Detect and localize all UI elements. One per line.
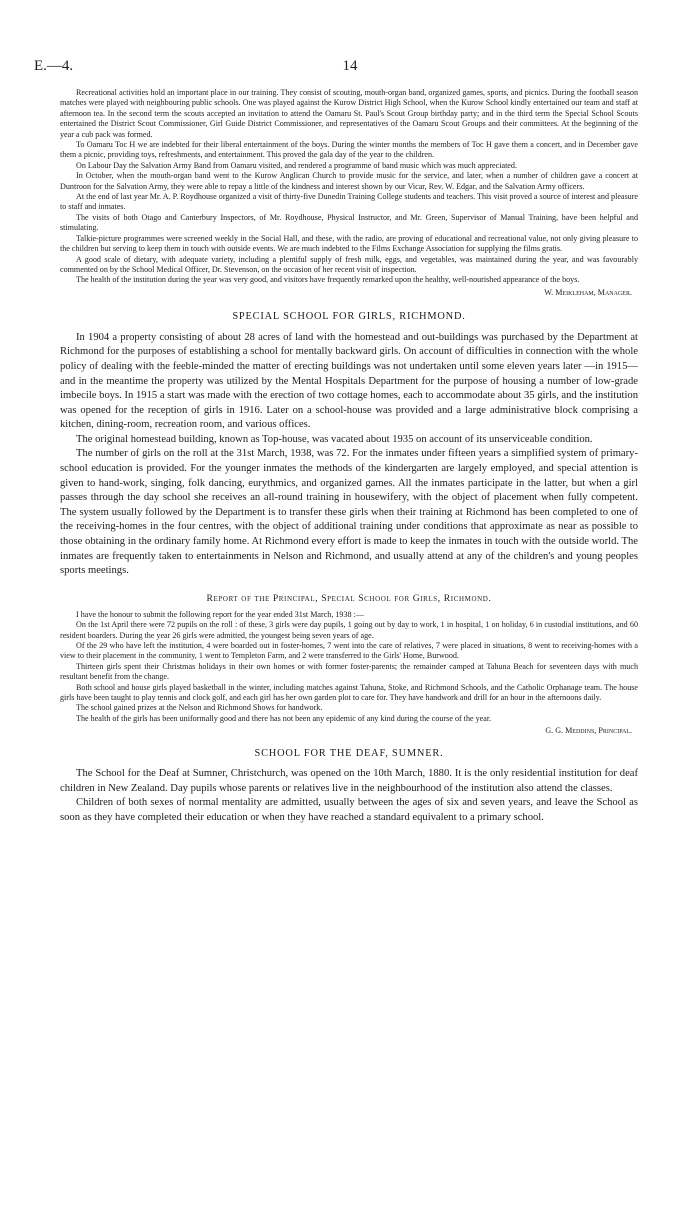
paragraph: On Labour Day the Salvation Army Band from Oamaru visited, and rendered a programme of band music which was much appreciated. bbox=[76, 160, 517, 170]
paragraph: I have the honour to submit the following report for the year ended 31st March, 1938 :— bbox=[76, 609, 364, 619]
paragraph: On the 1st April there were 72 pupils on the roll : of these, 3 girls were day pupils, 1 going out by day to work, 1 in hospital, 1 on holiday, 6 in custodial institutions, and 60 resident boarders. During the year 26 girls were admitted, the youngest being seven years of age. bbox=[60, 620, 638, 640]
paragraph: The school gained prizes at the Nelson and Richmond Shows for handwork. bbox=[76, 703, 323, 713]
paragraph: In 1904 a property consisting of about 28 acres of land with the homestead and out-buildings was purchased by the Department at Richmond for the purposes of establishing a school for mentally backward girls. On account of difficulties in connection with the whole policy of dealing with the feeble-minded the matter of erecting buildings was not undertaken until some eleven years later —in 1915—and in the meantime the property was utilized by the Mental Hospitals Department for the purpose of housing a number of low-grade imbecile boys. In 1915 a start was made with the erection of two cottage homes, each to accommodate about 35 girls, and the institution was opened for the reception of girls in 1916. Later on a school-house was provided and a large administrative block comprising a kitchen, dining-room, recreation room, and various offices. bbox=[60, 331, 638, 431]
deaf-school-description bbox=[60, 767, 638, 825]
document-reference: E.—4. bbox=[34, 58, 74, 74]
boys-school-report-continued bbox=[60, 88, 638, 298]
paragraph: Thirteen girls spent their Christmas holidays in their own homes or with former foster-parents; the remainder camped at Tahuna Beach for seventeen days with much resultant benefit from the change. bbox=[60, 661, 638, 682]
paragraph: Both school and house girls played basketball in the winter, including matches against Tahuna, Stoke, and Richmond Schools, and the Catholic Orphanage team. The house girls have been taught to play tennis and clock golf, and each girl has her own garden plot to care for. They have handwork and drill for an hour in the afternoons daily. bbox=[60, 682, 638, 703]
paragraph: A good scale of dietary, with adequate variety, including a plentiful supply of fresh milk, eggs, and vegetables, was maintained during the year, and was favourably commented on by the School Medical Officer, Dr. Stevenson, on the occasion of her recent visit of inspection. bbox=[60, 254, 638, 274]
paragraph: Talkie-picture programmes were screened weekly in the Social Hall, and these, with the radio, are proving of educational and recreational value, not only giving pleasure to the children but serving to keep them in touch with outside events. We are much indebted to the Films Exchange Association for supplying the films gratis. bbox=[60, 233, 638, 254]
page-body bbox=[60, 88, 638, 826]
section-heading-deaf-school: SCHOOL FOR THE DEAF, SUMNER. bbox=[254, 748, 444, 760]
section-heading-girls-school: SPECIAL SCHOOL FOR GIRLS, RICHMOND. bbox=[232, 310, 466, 322]
section-heading-principal-report: Report of the Principal, Special School for Girls, Richmond. bbox=[206, 592, 492, 604]
page-header bbox=[0, 58, 700, 78]
paragraph: The number of girls on the roll at the 31st March, 1938, was 72. For the inmates under fifteen years a simplified system of primary-school education is provided. For the younger inmates the methods of the kindergarten are largely employed, and special attention is given to hand-work, singing, folk dancing, eurythmics, and organized games. All the inmates participate in the latter, but when a girl passes through the day school she receives an all-round training in housewifery, with the object of placement when fully competent. The system usually followed by the Department is to transfer these girls when their training at Richmond has been completed to one of the receiving-homes in the four centres, with the object of additional training under conditions that approximate as near as possible to those obtaining in the ordinary family home. At Richmond every effort is made to keep the inmates in touch with the outside world. The inmates are frequently taken to entertainments in Nelson and Richmond, and usually attend at any of the children's and young peoples sports meetings. bbox=[60, 448, 638, 577]
paragraph: Of the 29 who have left the institution, 4 were boarded out in foster-homes, 7 went into the care of relatives, 7 were placed in situations, 8 went to receiving-homes with a view to their placement in the community, 1 went to Templeton Farm, and 2 were transferred to the Girls' Home, Burwood. bbox=[60, 641, 638, 661]
paragraph: The original homestead building, known as Top-house, was vacated about 1935 on account of its unserviceable condition. bbox=[76, 433, 593, 445]
paragraph: The health of the institution during the year was very good, and visitors have frequently remarked upon the healthy, well-nourished appearance of the boys. bbox=[76, 275, 580, 285]
paragraph: The health of the girls has been uniformally good and there has not been any epidemic of any kind during the course of the year. bbox=[76, 713, 492, 723]
paragraph: In October, when the mouth-organ band went to the Kurow Anglican Church to provide music for the service, and later, when a number of children gave a concert at Duntroon for the Salvation Army, they were able to repay a little of the kindness and interest shown by our Vicar, Rev. W. Edgar, and the Salvation Army officers. bbox=[60, 171, 638, 191]
principal-report bbox=[60, 610, 638, 736]
paragraph: Recreational activities hold an important place in our training. They consist of scouting, mouth-organ band, organized games, sports, and picnics. During the football season matches were played with neighbouring public schools. One was played against the Kurow District High School, when the Kurow School kindly entertained our team and staff at afternoon tea. In the second term the scouts accepted an invitation to attend the Oamaru St. Paul's Scout Group birthday party; and in the third term the Special School Scouts entertained the District Scout Commissioner, Girl Guide District Commissioner, and representatives of the Oamaru Scout Groups and their committees. At the beginning of the year a cub pack was formed. bbox=[60, 88, 638, 139]
paragraph: At the end of last year Mr. A. P. Roydhouse organized a visit of thirty-five Dunedin Training College students and teachers. This visit proved a source of interest and pleasure to staff and inmates. bbox=[60, 192, 638, 212]
page-number: 14 bbox=[342, 58, 358, 74]
paragraph: To Oamaru Toc H we are indebted for their liberal entertainment of the boys. During the winter months the members of Toc H gave them a concert, and in December gave them a picnic, providing toys, refreshments, and entertainment. This proved the gala day of the year to the children. bbox=[60, 140, 638, 160]
paragraph: The visits of both Otago and Canterbury Inspectors, of Mr. Roydhouse, Physical Instructor, and Mr. Green, Supervisor of Manual Training, have been helpful and stimulating. bbox=[60, 212, 638, 233]
paragraph: Children of both sexes of normal mentality are admitted, usually between the ages of six and seven years, and leave the School as soon as they have completed their education or when they have reached a standard equivalent to a primary school. bbox=[60, 797, 638, 824]
manager-signature: W. Meikleham, Manager. bbox=[544, 287, 632, 297]
principal-signature: G. G. Meddins, Principal. bbox=[545, 726, 632, 736]
girls-school-description bbox=[60, 331, 638, 579]
paragraph: The School for the Deaf at Sumner, Christchurch, was opened on the 10th March, 1880. It is the only residential institution for deaf children in New Zealand. Day pupils whose parents or relatives live in the neighbourhood of the institution also attend the classes. bbox=[60, 768, 638, 794]
